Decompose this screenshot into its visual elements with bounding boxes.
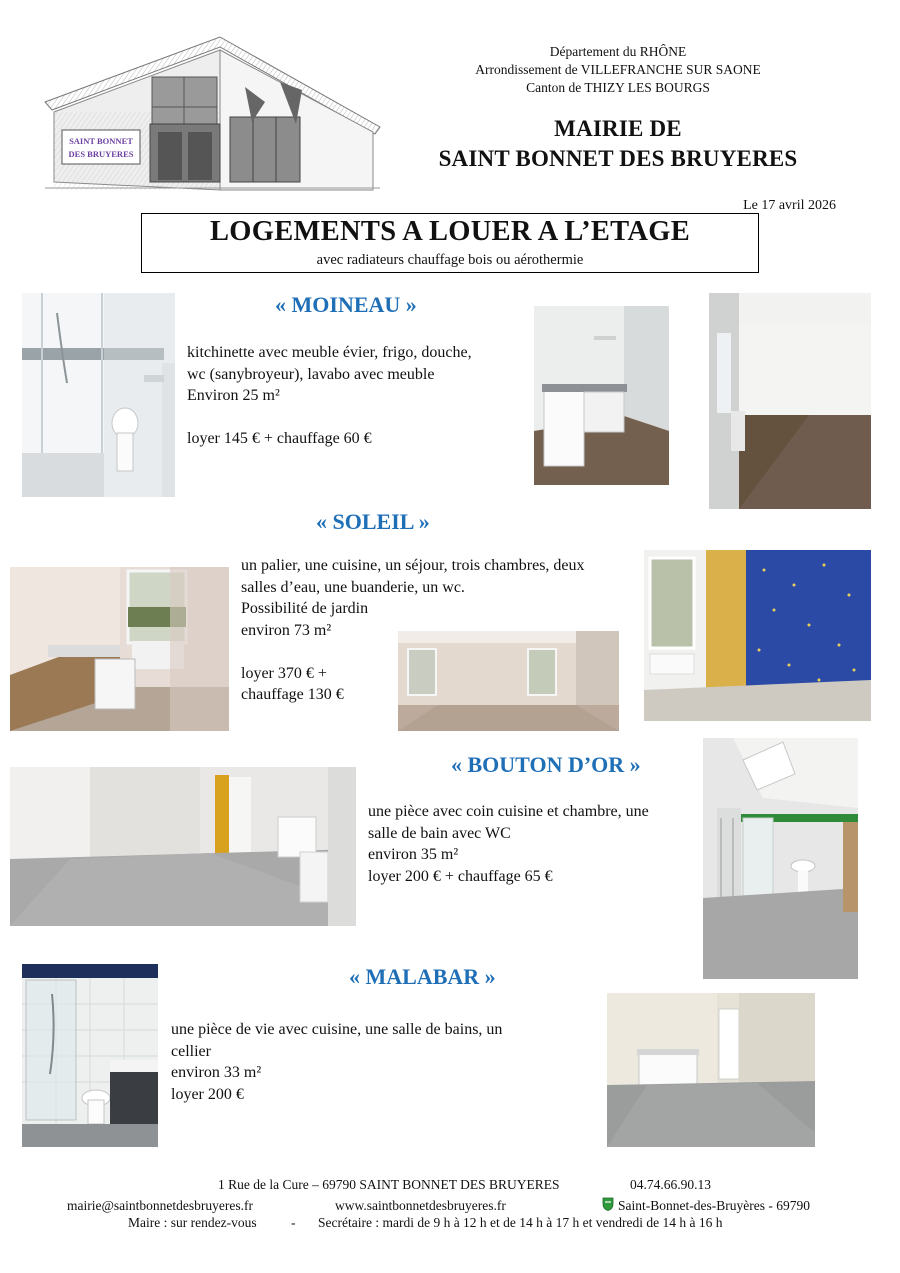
footer-hours-maire: Maire : sur rendez-vous: [128, 1215, 257, 1230]
bouton-dor-bathroom-photo: [703, 738, 858, 979]
moineau-line: [187, 407, 472, 429]
malabar-line: environ 33 m²: [171, 1064, 262, 1081]
soleil-rent: loyer 370 € +: [241, 664, 327, 682]
malabar-line: cellier: [171, 1042, 211, 1060]
logo-sign-line1: SAINT BONNET: [69, 136, 133, 146]
arrondissement-line: Arrondissement de VILLEFRANCHE SUR SAONE: [475, 62, 761, 77]
main-subtitle: avec radiateurs chauffage bois ou aérothermie: [316, 252, 584, 268]
moineau-line: kitchinette avec meuble évier, frigo, douche,: [187, 344, 472, 361]
footer-address: 1 Rue de la Cure – 69790 SAINT BONNET DES BRUYERES: [218, 1177, 560, 1192]
facebook-shield-icon: [602, 1197, 614, 1211]
footer-hours-secretaire: Secrétaire : mardi de 9 h à 12 h et de 14 h à 17 h et vendredi de 14 h à 16 h: [318, 1215, 723, 1230]
footer-email[interactable]: mairie@saintbonnetdesbruyeres.fr: [67, 1198, 253, 1213]
malabar-line: une pièce de vie avec cuisine, une salle de bains, un: [171, 1021, 503, 1038]
bouton-dor-line: environ 35 m²: [368, 846, 459, 863]
soleil-title: « SOLEIL »: [316, 509, 430, 534]
bouton-dor-rent: loyer 200 € + chauffage 65 €: [368, 867, 553, 885]
moineau-kitchenette-photo: [534, 306, 669, 485]
document-date: Le 17 avril 2026: [743, 198, 836, 213]
town-hall-logo: [40, 32, 385, 192]
mairie-title-line1: MAIRIE DE: [554, 116, 682, 141]
bouton-dor-line: salle de bain avec WC: [368, 824, 511, 842]
bouton-dor-room-photo: [10, 767, 356, 926]
moineau-room-photo: [709, 293, 871, 509]
main-title: LOGEMENTS A LOUER A L’ETAGE: [209, 216, 691, 247]
malabar-bathroom-photo: [22, 964, 158, 1147]
bouton-dor-line: une pièce avec coin cuisine et chambre, une: [368, 803, 649, 820]
footer-website[interactable]: www.saintbonnetdesbruyeres.fr: [335, 1198, 506, 1213]
department-line: Département du RHÔNE: [549, 44, 687, 59]
soleil-heating: chauffage 130 €: [241, 686, 344, 703]
footer-separator: -: [291, 1215, 296, 1230]
mairie-title-line2: SAINT BONNET DES BRUYERES: [438, 146, 798, 171]
malabar-title: « MALABAR »: [349, 964, 496, 989]
moineau-line: Environ 25 m²: [187, 387, 280, 404]
bouton-dor-description: [368, 801, 649, 887]
main-title-box: [141, 213, 759, 273]
soleil-bedroom-photo: [644, 550, 871, 721]
footer-phone[interactable]: 04.74.66.90.13: [630, 1177, 711, 1192]
moineau-line: wc (sanybroyeur), lavabo avec meuble: [187, 365, 435, 383]
moineau-bathroom-photo: [22, 293, 175, 497]
soleil-line: Possibilité de jardin: [241, 600, 369, 617]
malabar-description: [171, 1019, 502, 1105]
malabar-living-photo: [607, 993, 815, 1147]
moineau-rent: loyer 145 € + chauffage 60 €: [187, 430, 372, 447]
moineau-title: « MOINEAU »: [275, 292, 417, 317]
moineau-description: [187, 342, 472, 450]
logo-sign-line2: DES BRUYERES: [68, 149, 134, 159]
soleil-line: salles d’eau, une buanderie, un wc.: [241, 578, 465, 596]
soleil-kitchen-photo: [10, 567, 229, 731]
malabar-rent: loyer 200 €: [171, 1085, 244, 1103]
soleil-line: environ 73 m²: [241, 621, 332, 639]
bouton-dor-title: « BOUTON D’OR »: [451, 752, 641, 777]
footer-facebook-link[interactable]: Saint-Bonnet-des-Bruyères - 69790: [618, 1198, 810, 1213]
canton-line: Canton de THIZY LES BOURGS: [526, 80, 710, 95]
soleil-line: un palier, une cuisine, un séjour, trois chambres, deux: [241, 557, 585, 574]
soleil-living-photo: [398, 631, 619, 731]
